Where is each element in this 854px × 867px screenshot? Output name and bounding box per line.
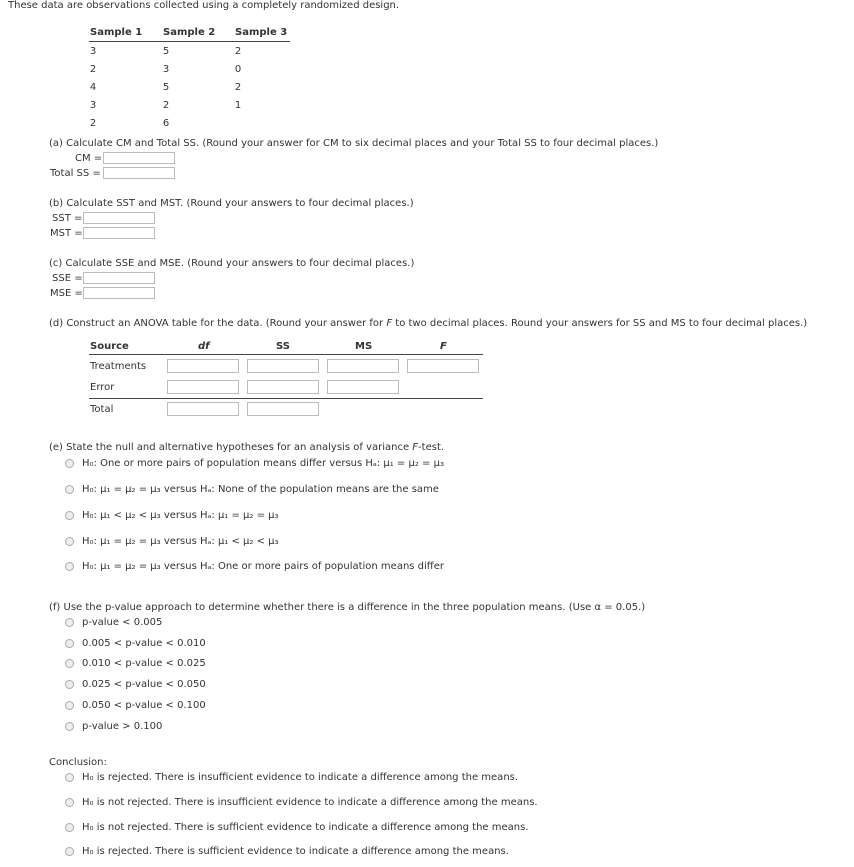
anova-row-error: Error: [90, 382, 115, 393]
mst-input[interactable]: [83, 227, 155, 239]
sst-input[interactable]: [83, 212, 155, 224]
hypothesis-option-radio[interactable]: [65, 459, 74, 468]
sse-label: SSE =: [52, 273, 83, 284]
total-ss-label: Total SS =: [50, 168, 101, 179]
hypothesis-option-radio[interactable]: [65, 537, 74, 546]
pvalue-option-radio[interactable]: [65, 659, 74, 668]
conclusion-option-radio[interactable]: [65, 847, 74, 856]
treatments-f-input[interactable]: [407, 359, 479, 373]
mse-label: MSE =: [50, 288, 83, 299]
treatments-df-input[interactable]: [167, 359, 239, 373]
cm-input[interactable]: [103, 152, 175, 164]
header-sample-1: Sample 1: [90, 27, 143, 38]
pvalue-option-label: 0.050 < p-value < 0.100: [82, 700, 206, 711]
part-d-question: (d) Construct an ANOVA table for the data. (Round your answer for F to two decimal places. Round your answers for SS and MS to four decimal places.): [49, 318, 808, 329]
pvalue-option-radio[interactable]: [65, 618, 74, 627]
sample3-cell: 1: [234, 100, 242, 111]
anova-header-ss: SS: [276, 341, 290, 352]
hypothesis-option-radio[interactable]: [65, 562, 74, 571]
sample2-cell: 5: [162, 82, 170, 93]
sample1-cell: 2: [89, 64, 97, 75]
total-ss-input-anova[interactable]: [247, 402, 319, 416]
pvalue-option-radio[interactable]: [65, 639, 74, 648]
pvalue-option-label: p-value < 0.005: [82, 617, 163, 628]
part-e-question: (e) State the null and alternative hypotheses for an analysis of variance F-test.: [49, 442, 445, 453]
intro-text: These data are observations collected using a completely randomized design.: [8, 0, 400, 11]
part-c-question: (c) Calculate SSE and MSE. (Round your answers to four decimal places.): [49, 258, 415, 269]
hypothesis-option-label: H₀: μ₁ = μ₂ = μ₃ versus Hₐ: One or more pairs of population means differ: [82, 561, 444, 572]
conclusion-label: Conclusion:: [49, 757, 107, 768]
anova-row-total: Total: [90, 404, 114, 415]
sample3-cell: 0: [234, 64, 242, 75]
sample2-cell: 5: [162, 46, 170, 57]
conclusion-option-label: H₀ is rejected. There is insufficient evidence to indicate a difference among the means.: [82, 772, 519, 783]
anova-header-f: F: [440, 341, 447, 352]
sse-input[interactable]: [83, 272, 155, 284]
sample2-cell: 3: [162, 64, 170, 75]
pvalue-option-radio[interactable]: [65, 680, 74, 689]
conclusion-option-label: H₀ is not rejected. There is sufficient evidence to indicate a difference among the means.: [82, 822, 529, 833]
conclusion-option-label: H₀ is not rejected. There is insufficient evidence to indicate a difference among the means.: [82, 797, 538, 808]
header-sample-2: Sample 2: [163, 27, 216, 38]
sample1-cell: 3: [89, 100, 97, 111]
mse-input[interactable]: [83, 287, 155, 299]
anova-header-source: Source: [90, 341, 129, 352]
pvalue-option-label: 0.010 < p-value < 0.025: [82, 658, 206, 669]
hypothesis-option-label: H₀: One or more pairs of population means differ versus Hₐ: μ₁ = μ₂ = μ₃: [82, 458, 444, 469]
sample3-cell: 2: [234, 46, 242, 57]
anova-header-rule: [89, 354, 483, 355]
anova-total-rule: [89, 398, 483, 399]
conclusion-option-radio[interactable]: [65, 823, 74, 832]
cm-label: CM =: [75, 153, 103, 164]
part-f-question: (f) Use the p-value approach to determine whether there is a difference in the three population means. (Use α = 0.05.): [49, 602, 646, 613]
pvalue-option-label: 0.025 < p-value < 0.050: [82, 679, 206, 690]
pvalue-option-radio[interactable]: [65, 701, 74, 710]
error-ss-input[interactable]: [247, 380, 319, 394]
hypothesis-option-label: H₀: μ₁ = μ₂ = μ₃ versus Hₐ: None of the population means are the same: [82, 484, 439, 495]
hypothesis-option-label: H₀: μ₁ < μ₂ < μ₃ versus Hₐ: μ₁ = μ₂ = μ₃: [82, 510, 279, 521]
total-df-input[interactable]: [167, 402, 239, 416]
pvalue-option-label: 0.005 < p-value < 0.010: [82, 638, 206, 649]
conclusion-option-radio[interactable]: [65, 773, 74, 782]
conclusion-option-radio[interactable]: [65, 798, 74, 807]
conclusion-option-label: H₀ is rejected. There is sufficient evidence to indicate a difference among the means.: [82, 846, 509, 857]
pvalue-option-radio[interactable]: [65, 722, 74, 731]
mst-label: MST =: [50, 228, 83, 239]
treatments-ms-input[interactable]: [327, 359, 399, 373]
anova-header-ms: MS: [355, 341, 373, 352]
sample1-cell: 4: [89, 82, 97, 93]
total-ss-input[interactable]: [103, 167, 175, 179]
pvalue-option-label: p-value > 0.100: [82, 721, 163, 732]
data-table-header-rule: [89, 41, 290, 42]
hypothesis-option-radio[interactable]: [65, 485, 74, 494]
part-b-question: (b) Calculate SST and MST. (Round your answers to four decimal places.): [49, 198, 414, 209]
sample1-cell: 2: [89, 118, 97, 129]
sst-label: SST =: [52, 213, 83, 224]
error-ms-input[interactable]: [327, 380, 399, 394]
treatments-ss-input[interactable]: [247, 359, 319, 373]
anova-row-treatments: Treatments: [90, 361, 147, 372]
hypothesis-option-label: H₀: μ₁ = μ₂ = μ₃ versus Hₐ: μ₁ < μ₂ < μ₃: [82, 536, 279, 547]
error-df-input[interactable]: [167, 380, 239, 394]
header-sample-3: Sample 3: [235, 27, 288, 38]
sample3-cell: 2: [234, 82, 242, 93]
sample2-cell: 6: [162, 118, 170, 129]
anova-header-df: df: [198, 341, 210, 352]
part-a-question: (a) Calculate CM and Total SS. (Round your answer for CM to six decimal places and your Total SS to four decimal places.): [49, 138, 659, 149]
hypothesis-option-radio[interactable]: [65, 511, 74, 520]
sample2-cell: 2: [162, 100, 170, 111]
sample1-cell: 3: [89, 46, 97, 57]
